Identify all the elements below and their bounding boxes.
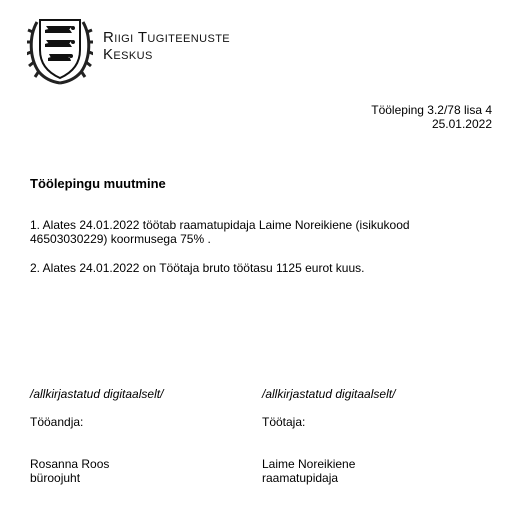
org-name-line2: Keskus	[103, 46, 153, 63]
clause-1: 1. Alates 24.01.2022 töötab raamatupidaja Laime Noreikiene (isikukood 46503030229) koormusega 75% .	[30, 218, 410, 246]
employer-signed-note: /allkirjastatud digitaalselt/	[30, 387, 164, 401]
employer-name: Rosanna Roos	[30, 457, 110, 471]
document-date: 25.01.2022	[431, 117, 492, 131]
organization-name	[103, 29, 230, 63]
employee-signed-note: /allkirjastatud digitaalselt/	[262, 387, 396, 401]
employer-signature-block	[30, 387, 163, 485]
coat-of-arms-logo	[27, 14, 93, 86]
document-title: Töölepingu muutmine	[30, 176, 166, 191]
employee-role-label: Töötaja:	[262, 415, 306, 429]
employer-position: büroojuht	[30, 471, 81, 485]
document-number: Tööleping 3.2/78 lisa 4	[371, 103, 492, 117]
clause-2: 2. Alates 24.01.2022 on Töötaja bruto töötasu 1125 eurot kuus.	[30, 261, 365, 275]
employee-signature-block	[262, 387, 395, 485]
employee-position: raamatupidaja	[262, 471, 339, 485]
org-name-line1: Riigi Tugiteenuste	[103, 29, 231, 46]
employer-role-label: Tööandja:	[30, 415, 84, 429]
document-reference	[371, 103, 492, 131]
employee-name: Laime Noreikiene	[262, 457, 356, 471]
